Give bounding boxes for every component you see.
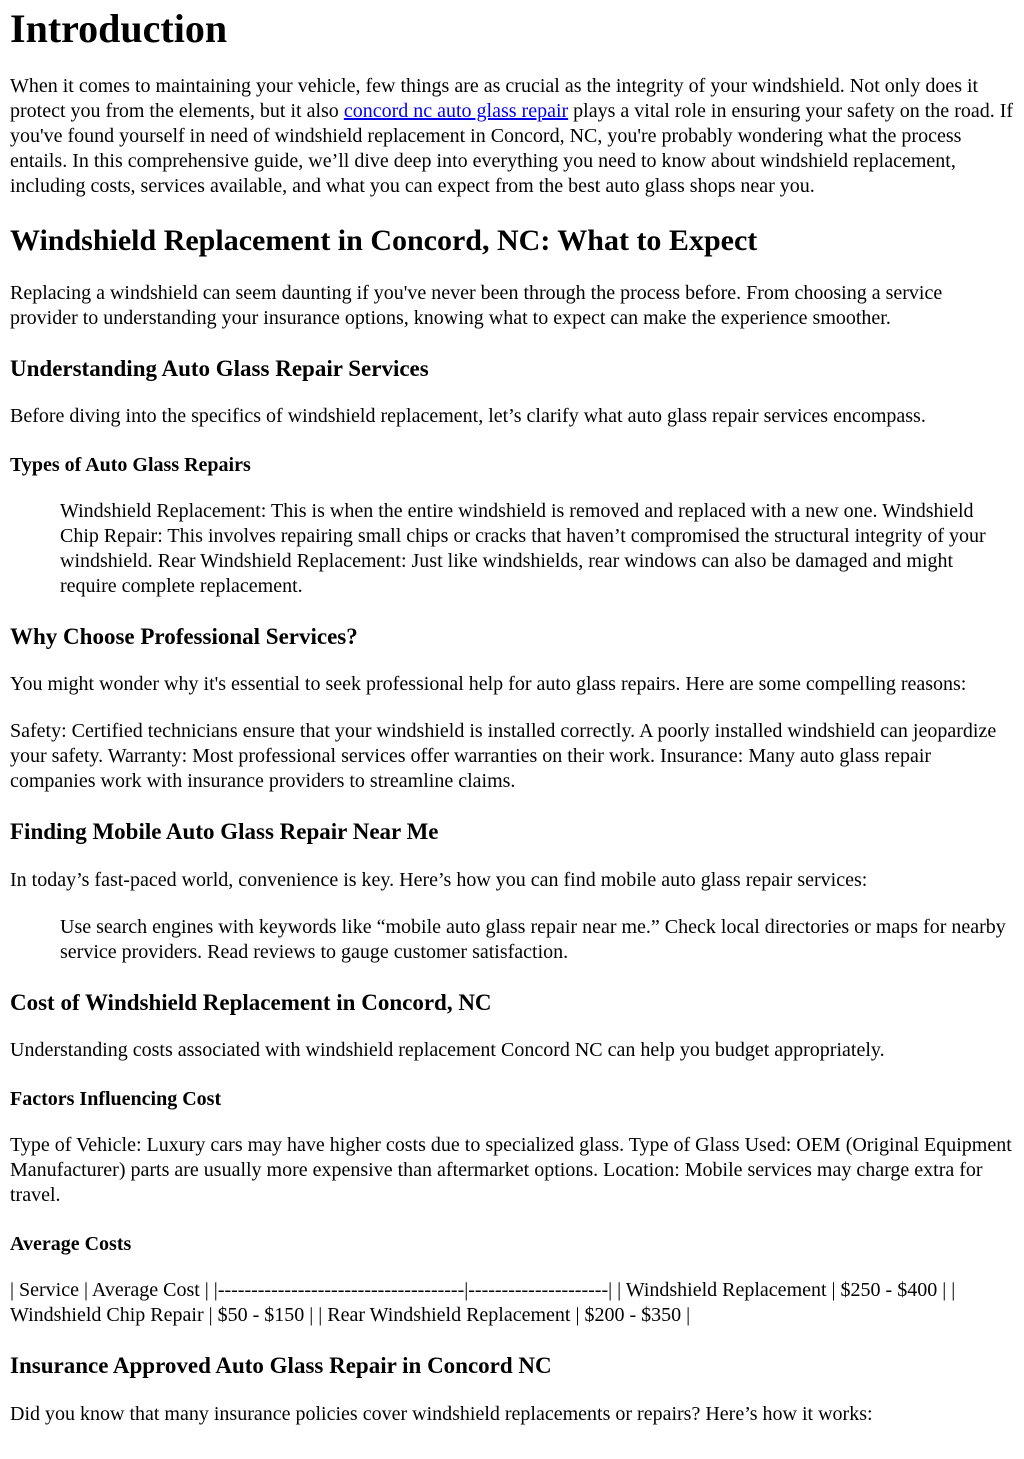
insurance-heading: Insurance Approved Auto Glass Repair in Concord NC bbox=[10, 1353, 552, 1379]
finding-mobile-heading: Finding Mobile Auto Glass Repair Near Me bbox=[10, 819, 439, 845]
why-professional-intro-paragraph: You might wonder why it's essential to seek professional help for auto glass repairs. Here are some compelling reasons: bbox=[10, 673, 967, 696]
finding-mobile-paragraph: In today’s fast-paced world, convenience is key. Here’s how you can find mobile auto glass repair services: bbox=[10, 868, 868, 891]
cost-factors-paragraph: Type of Vehicle: Luxury cars may have higher costs due to specialized glass. Type of Glass Used: OEM (Original Equipment Manufacturer) parts are usually more expensive than aftermarket options. Location: Mobile services may charge extra for travel. bbox=[10, 1134, 1012, 1207]
why-professional-reasons-paragraph: Safety: Certified technicians ensure that your windshield is installed correctly. A poorly installed windshield can jeopardize your safety. Warranty: Most professional services offer warranties on their work. Insurance: Many auto glass repair companies work with insurance providers to streamline claims. bbox=[10, 720, 997, 793]
what-to-expect-heading: Windshield Replacement in Concord, NC: What to Expect bbox=[10, 224, 758, 257]
finding-mobile-quote: Use search engines with keywords like “mobile auto glass repair near me.” Check local directories or maps for nearby service providers. Read reviews to gauge customer satisfaction. bbox=[60, 915, 1006, 963]
types-of-repairs-heading: Types of Auto Glass Repairs bbox=[10, 453, 251, 476]
types-of-repairs-quote: Windshield Replacement: This is when the entire windshield is removed and replaced with a new one. Windshield Chip Repair: This involves repairing small chips or cracks that haven’t compromised the structural integrity of your windshield. Rear Windshield Replacement: Just like windshields, rear windows can also be damaged and might require complete replacement. bbox=[60, 499, 986, 597]
cost-factors-heading: Factors Influencing Cost bbox=[10, 1088, 222, 1111]
intro-heading: Introduction bbox=[10, 6, 228, 51]
average-costs-heading: Average Costs bbox=[10, 1233, 132, 1256]
intro-text-after-link: plays a vital role in ensuring your safety on the road. If you've found yourself in need of windshield replacement in Concord, NC, you're probably wondering what the process entails. In this comprehensive guide, we’ll dive deep into everything you need to know about windshield replacement, including costs, services available, and what you can expect from the best auto glass shops near you. bbox=[10, 100, 1014, 197]
why-professional-heading: Why Choose Professional Services? bbox=[10, 623, 358, 649]
cost-heading: Cost of Windshield Replacement in Concord, NC bbox=[10, 989, 492, 1015]
what-to-expect-paragraph: Replacing a windshield can seem daunting if you've never been through the process before. From choosing a service provider to understanding your insurance options, knowing what to expect can make the experience smoother. bbox=[10, 281, 943, 329]
intro-text-before-link: When it comes to maintaining your vehicle, few things are as crucial as the integrity of your windshield. Not only does it protect you from the elements, but it also bbox=[10, 75, 979, 122]
understanding-services-heading: Understanding Auto Glass Repair Services bbox=[10, 355, 429, 381]
concord-auto-glass-repair-link[interactable]: concord nc auto glass repair bbox=[343, 100, 569, 122]
average-costs-table-text: | Service | Average Cost | |-------------------------------------|---------------------| | Windshield Replacement | $250 - $400 | | Windshield Chip Repair | $50 - $150 | | Rear Windshield Replacement | $200 - $350 | bbox=[10, 1279, 956, 1327]
insurance-paragraph: Did you know that many insurance policies cover windshield replacements or repairs? Here’s how it works: bbox=[10, 1402, 873, 1425]
cost-paragraph: Understanding costs associated with windshield replacement Concord NC can help you budget appropriately. bbox=[10, 1039, 885, 1062]
intro-paragraph bbox=[10, 74, 1014, 199]
understanding-services-paragraph: Before diving into the specifics of windshield replacement, let’s clarify what auto glass repair services encompass. bbox=[10, 404, 926, 427]
